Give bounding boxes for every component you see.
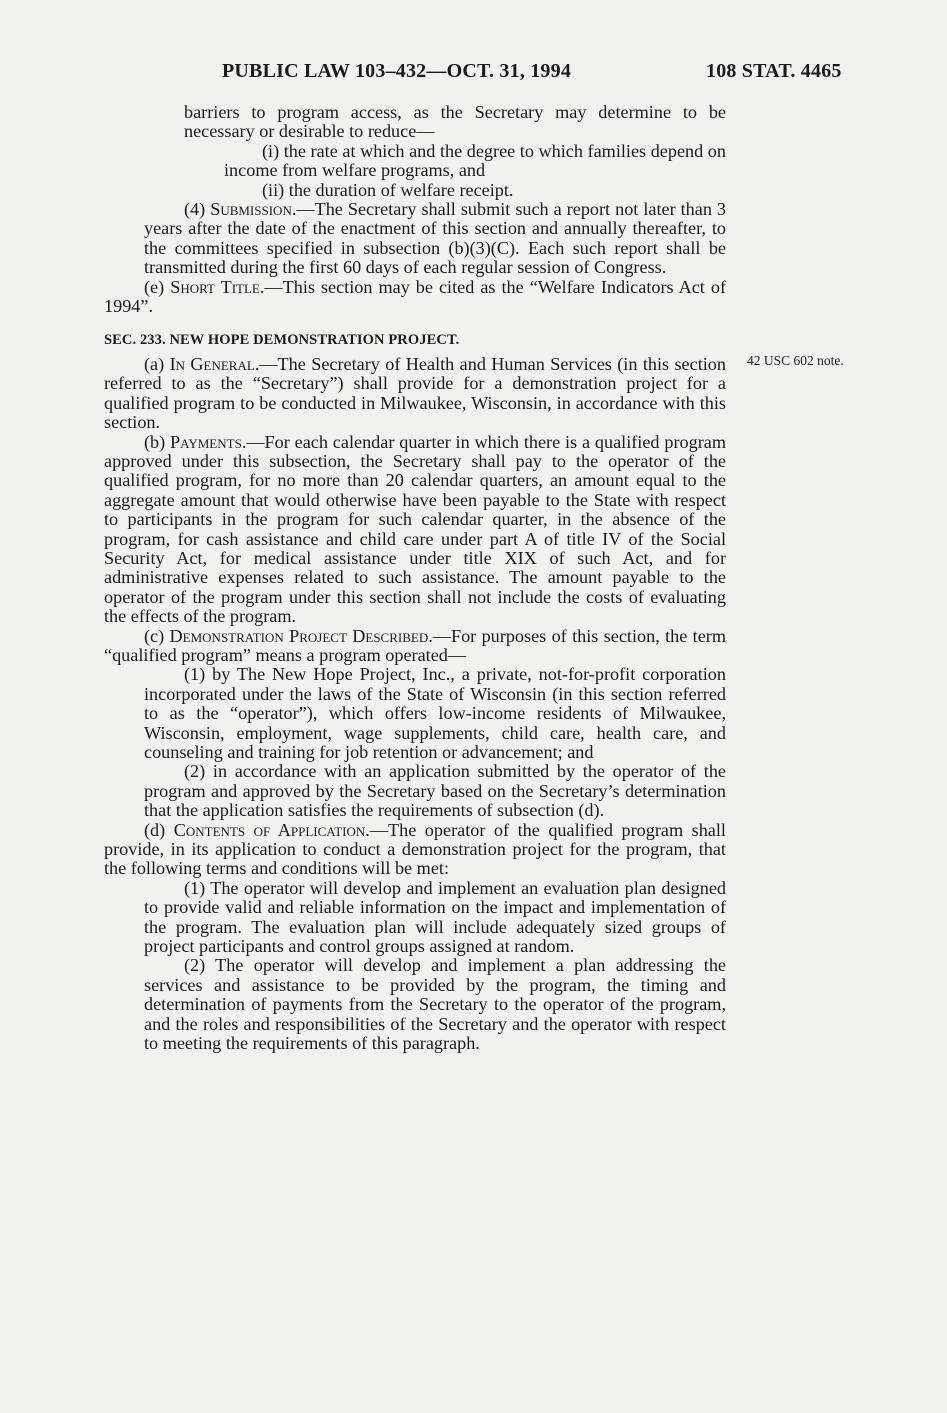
subsection-b-text: .—For each calendar quarter in which there is a qualified program approved under this subsection, the Secretary shall pay to the operator of the qualified program, for no more than 20 calendar quarters, an amount equal to the aggregate amount that would otherwise have been payable to the State with respect to participants in the program for such calendar quarter, in the absence of the program, for cash assistance and child care under part A of title IV of the Social Security Act, for medical assistance under title XIX of such Act, and for administrative expenses related to such assistance. The amount payable to the operator of the program under this section shall not include the costs of evaluating the effects of the program. xyxy=(104,431,726,627)
paragraph-4-label: (4) xyxy=(184,199,211,220)
subsection-d-paragraph-2: (2) The operator will develop and implement a plan addressing the services and assistance to be provided by the program, the timing and determination of payments from the Secretary to the operator of the program, and the roles and responsibilities of the Secretary and the operator with respect to meeting the requirements of this paragraph. xyxy=(144,955,726,1054)
subsection-d-text: .—The operator of the qualified program shall provide, in its application to conduct a demonstration project for the program, that the following terms and conditions will be met: xyxy=(104,819,726,879)
subsection-b-label: (b) xyxy=(144,431,171,452)
paragraph-4-text: .—The Secretary shall submit such a report not later than 3 years after the date of the enactment of this section and annually thereafter, to the committees specified in subsection (b)(3)(C). Each such report shall be transmitted during the first 60 days of each regular session of Congress. xyxy=(144,199,726,278)
subsection-d-heading: Contents of Application xyxy=(173,819,366,840)
subsection-d-paragraph-1: (1) The operator will develop and implement an evaluation plan designed to provide valid and reliable information on the impact and implementation of the program. The evaluation plan will include adequately sized groups of project participants and control groups assigned at random. xyxy=(144,877,726,957)
paragraph-submission xyxy=(104,200,726,278)
public-law-title: PUBLIC LAW 103–432—OCT. 31, 1994 xyxy=(222,60,572,82)
subsection-b-heading: Payments xyxy=(170,431,242,452)
subsection-d-contents xyxy=(104,821,726,879)
subsection-e-label: (e) xyxy=(144,276,171,297)
subsection-a-label: (a) xyxy=(144,353,170,374)
statute-page-number: 108 STAT. 4465 xyxy=(706,60,842,82)
clause-ii: (ii) the duration of welfare receipt. xyxy=(262,179,514,200)
subsection-e-short-title xyxy=(104,278,726,317)
page-header xyxy=(0,60,947,88)
paragraph-4-heading: Submission xyxy=(210,199,292,220)
document-body xyxy=(104,103,726,1054)
subsection-a-text: .—The Secretary of Health and Human Services (in this section referred to as the “Secretary”) shall provide for a demonstration project for a qualified program to be conducted in Milwaukee, Wisconsin, in accordance with this section. xyxy=(104,353,726,433)
section-233-heading: SEC. 233. NEW HOPE DEMONSTRATION PROJECT. xyxy=(104,332,460,349)
subsection-a-in-general xyxy=(104,355,726,433)
subsection-c-paragraph-2: (2) in accordance with an application submitted by the operator of the program and approved by the Secretary based on the Secretary’s determination that the application satisfies the requirements of subsection (d). xyxy=(144,761,726,821)
margin-note-usc-citation: 42 USC 602 note. xyxy=(747,353,844,368)
subsection-d-label: (d) xyxy=(144,819,174,840)
subsection-c-paragraph-1: (1) by The New Hope Project, Inc., a private, not-for-profit corporation incorporated under the laws of the State of Wisconsin (in this section referred to as the “operator”), which offers low-income residents of Milwaukee, Wisconsin, employment, wage supplements, child care, health care, and counseling and training for job retention or advancement; and xyxy=(144,664,726,762)
subsection-c-label: (c) xyxy=(144,625,170,646)
subsection-a-heading: In General xyxy=(169,353,255,374)
subsection-c-text: .—For purposes of this section, the term “qualified program” means a program operated— xyxy=(104,625,726,665)
paragraph-barriers: barriers to program access, as the Secretary may determine to be necessary or desirable to reduce— xyxy=(184,102,726,142)
subsection-e-heading: Short Title xyxy=(170,276,260,297)
clause-i: (i) the rate at which and the degree to which families depend on income from welfare programs, and xyxy=(224,140,726,181)
subsection-c-demonstration xyxy=(104,627,726,666)
subsection-b-payments xyxy=(104,433,726,627)
subsection-c-heading: Demonstration Project Described xyxy=(169,625,429,646)
subsection-e-text: .—This section may be cited as the “Welfare Indicators Act of 1994”. xyxy=(104,276,727,317)
